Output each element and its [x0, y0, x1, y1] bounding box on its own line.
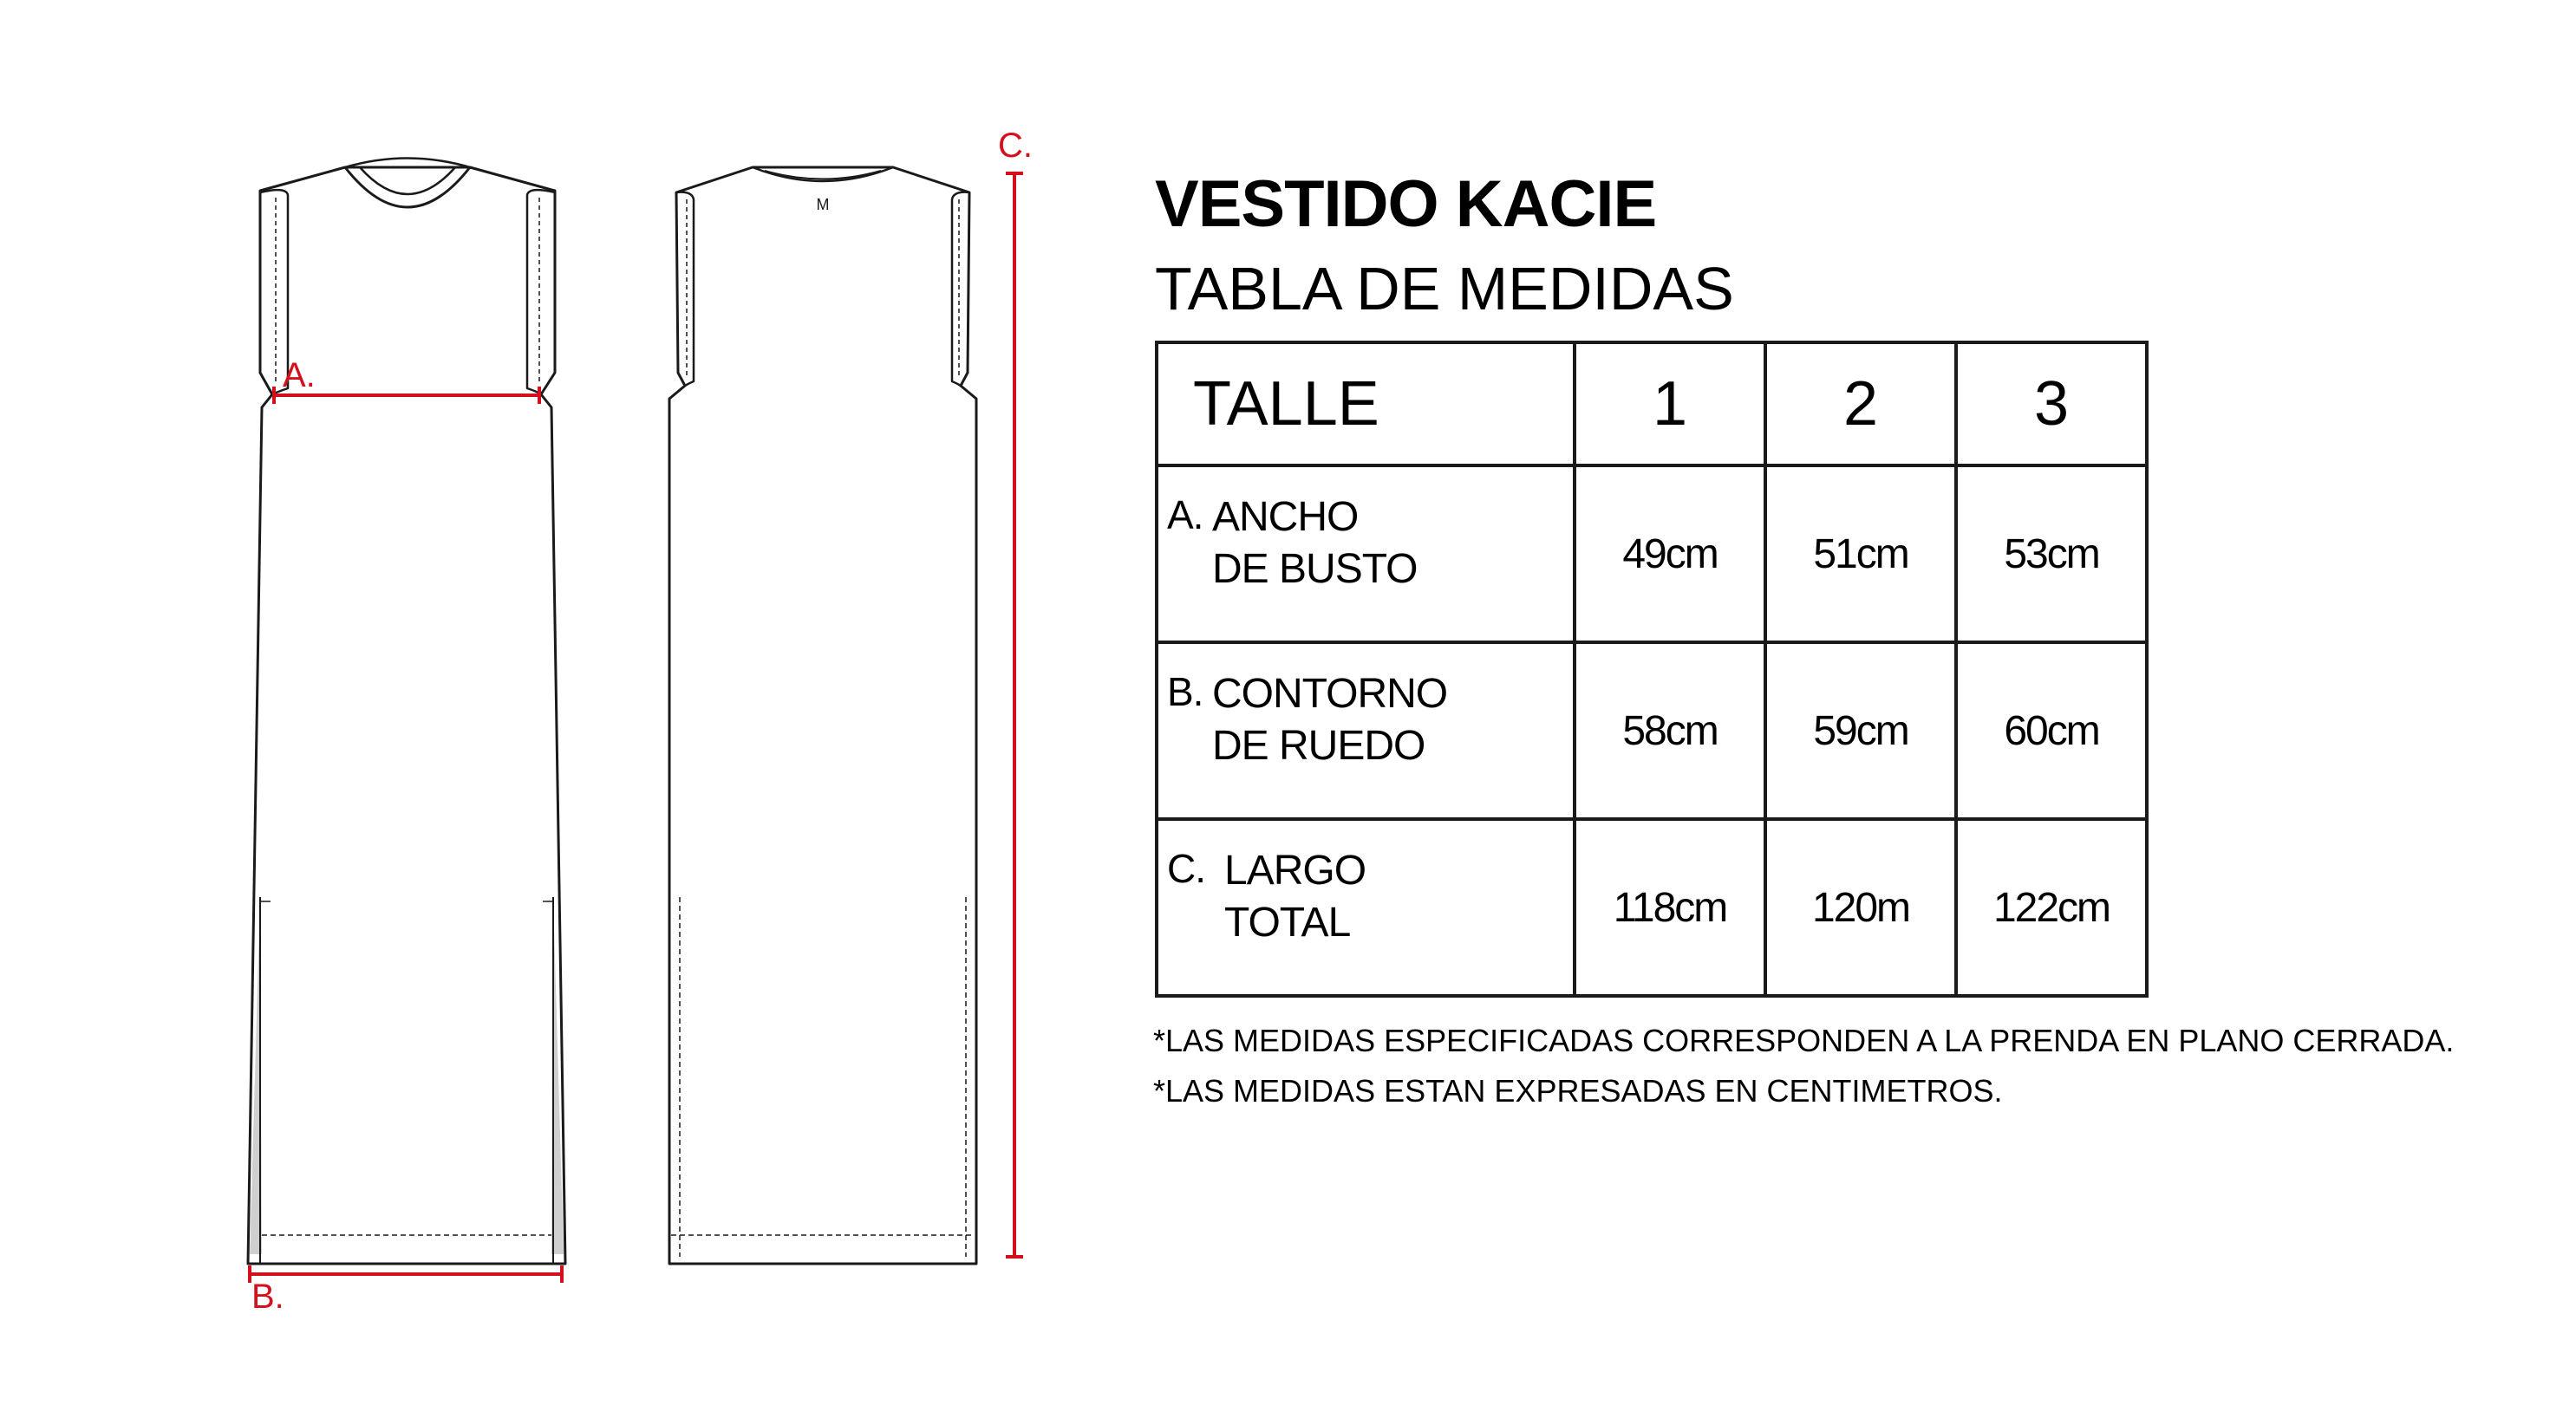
header-size-3: 3: [1956, 342, 2147, 465]
table-cell: 51cm: [1765, 465, 1956, 642]
back-body-outline: [669, 167, 976, 1264]
table-cell: 122cm: [1956, 819, 2147, 996]
row-letter: B.: [1167, 669, 1203, 714]
back-label-tag: M: [816, 196, 830, 213]
table-cell: 118cm: [1575, 819, 1765, 996]
product-title: VESTIDO KACIE: [1155, 167, 1657, 241]
table-row: [1157, 642, 2147, 819]
note-units: *LAS MEDIDAS ESTAN EXPRESADAS EN CENTIMETROS.: [1153, 1073, 2003, 1109]
measure-label-c: C.: [998, 127, 1033, 165]
table-header-row: [1157, 342, 2147, 465]
table-cell: 49cm: [1575, 465, 1765, 642]
table-cell: 120m: [1765, 819, 1956, 996]
table-row: [1157, 819, 2147, 996]
measure-label-b: B.: [251, 1278, 284, 1316]
row-text: LARGO TOTAL: [1224, 848, 1366, 946]
measure-line-hem: [250, 1265, 562, 1283]
table-cell: 58cm: [1575, 642, 1765, 819]
table-cell: 59cm: [1765, 642, 1956, 819]
table-cell: 60cm: [1956, 642, 2147, 819]
table-cell: 53cm: [1956, 465, 2147, 642]
measure-label-a: A.: [283, 356, 316, 394]
header-size-1: 1: [1575, 342, 1765, 465]
row-text: CONTORNO DE RUEDO: [1212, 671, 1448, 769]
row-label-bust: [1157, 465, 1575, 642]
row-text: ANCHO DE BUSTO: [1212, 494, 1418, 592]
dress-technical-drawing: [0, 0, 1084, 1405]
measure-line-length: [1006, 173, 1023, 1257]
dress-back-view: [669, 167, 976, 1264]
dress-front-view: [248, 159, 565, 1265]
table-row: [1157, 465, 2147, 642]
note-flat-measure: *LAS MEDIDAS ESPECIFICADAS CORRESPONDEN A LA PRENDA EN PLANO CERRADA.: [1153, 1023, 2455, 1058]
row-letter: C.: [1167, 846, 1205, 891]
row-letter: A.: [1167, 492, 1203, 537]
front-body-outline: [248, 167, 565, 1264]
header-talle: TALLE: [1157, 342, 1575, 465]
header-size-2: 2: [1765, 342, 1956, 465]
row-label-hem: [1157, 642, 1575, 819]
row-label-length: [1157, 819, 1575, 996]
size-chart-subtitle: TABLA DE MEDIDAS: [1155, 255, 1734, 322]
size-table: [1155, 341, 2149, 998]
